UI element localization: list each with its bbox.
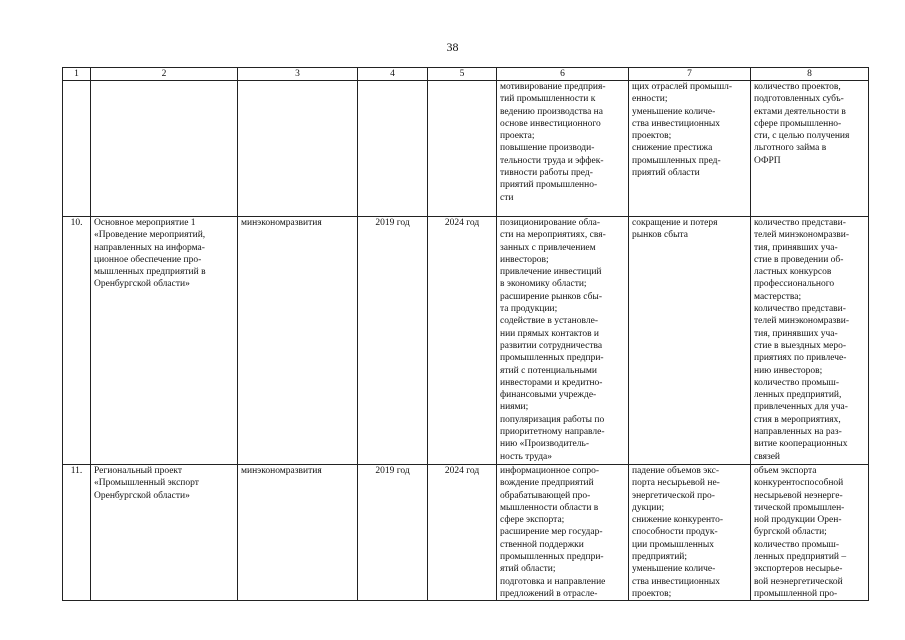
consequences: сокращение и потеря рынков сбыта xyxy=(629,217,751,465)
page-number: 38 xyxy=(446,40,459,54)
row-number: 11. xyxy=(63,465,91,601)
expected-result: мотивирование предприя- тий промышленности к ведению производства на основе инвестиционного проекта; повышение производи- тельности труда и эффек- тивности работы пред- приятий промышленно- сти xyxy=(497,81,629,217)
measures-table xyxy=(62,67,869,601)
header-col-6: 6 xyxy=(497,68,629,81)
executor: минэкономразвития xyxy=(238,217,358,465)
header-row xyxy=(63,68,869,81)
measure-name: Региональный проект «Промышленный экспорт Оренбургской области» xyxy=(91,465,238,601)
start-year xyxy=(358,81,428,217)
table-row xyxy=(63,465,869,601)
indicators: объем экспорта конкурентоспособной несырьевой неэнерге- тической промышлен- ной продукции Орен- бургской области; количество промыш- ленных предприятий – экспортеров несырье- вой неэнергетической промышленной про- xyxy=(751,465,869,601)
executor xyxy=(238,81,358,217)
table-row xyxy=(63,81,869,217)
header-col-8: 8 xyxy=(751,68,869,81)
indicators: количество представи- телей минэкономразви- тия, принявших уча- стие в проведении об- ластных конкурсов профессионального мастерства; количество представи- телей минэкономразви- тия, принявших уча- стие в выездных меро- приятиях по привлече- нию инвесторов; количество промыш- ленных предприятий, привлеченных для уча- стия в мероприятиях, направленных на раз- витие кооперационных связей xyxy=(751,217,869,465)
end-year xyxy=(428,81,497,217)
header-col-1: 1 xyxy=(63,68,91,81)
header-col-3: 3 xyxy=(238,68,358,81)
executor: минэкономразвития xyxy=(238,465,358,601)
measure-name: Основное мероприятие 1 «Проведение мероприятий, направленных на информа- ционное обеспечение про- мышленных предприятий в Оренбургской области» xyxy=(91,217,238,465)
row-number: 10. xyxy=(63,217,91,465)
table-row xyxy=(63,217,869,465)
start-year: 2019 год xyxy=(358,217,428,465)
row-number xyxy=(63,81,91,217)
consequences: щих отраслей промышл- енности; уменьшение количе- ства инвестиционных проектов; снижение престижа промышленных пред- приятий области xyxy=(629,81,751,217)
measure-name xyxy=(91,81,238,217)
consequences: падение объемов экс- порта несырьевой не- энергетической про- дукции; снижение конкуренто- способности продук- ции промышленных предприятий; уменьшение количе- ства инвестиционных проектов; xyxy=(629,465,751,601)
expected-result: информационное сопро- вождение предприятий обрабатывающей про- мышленности области в сфере экспорта; расширение мер государ- ственной поддержки промышленных предпри- ятий области; подготовка и направление предложений в отрасле- xyxy=(497,465,629,601)
header-col-2: 2 xyxy=(91,68,238,81)
header-col-7: 7 xyxy=(629,68,751,81)
end-year: 2024 год xyxy=(428,217,497,465)
start-year: 2019 год xyxy=(358,465,428,601)
header-col-4: 4 xyxy=(358,68,428,81)
indicators: количество проектов, подготовленных субъ- ектами деятельности в сфере промышленно- сти, с целью получения льготного займа в ОФРП xyxy=(751,81,869,217)
header-col-5: 5 xyxy=(428,68,497,81)
expected-result: позиционирование обла- сти на мероприятиях, свя- занных с привлечением инвесторов; привлечение инвестиций в экономику области; расширение рынков сбы- та продукции; содействие в установле- нии прямых контактов и развитии сотрудничества промышленных предпри- ятий с потенциальными инвесторами и кредитно- финансовыми учрежде- ниями; популяризация работы по приоритетному направле- нию «Производитель- ность труда» xyxy=(497,217,629,465)
end-year: 2024 год xyxy=(428,465,497,601)
